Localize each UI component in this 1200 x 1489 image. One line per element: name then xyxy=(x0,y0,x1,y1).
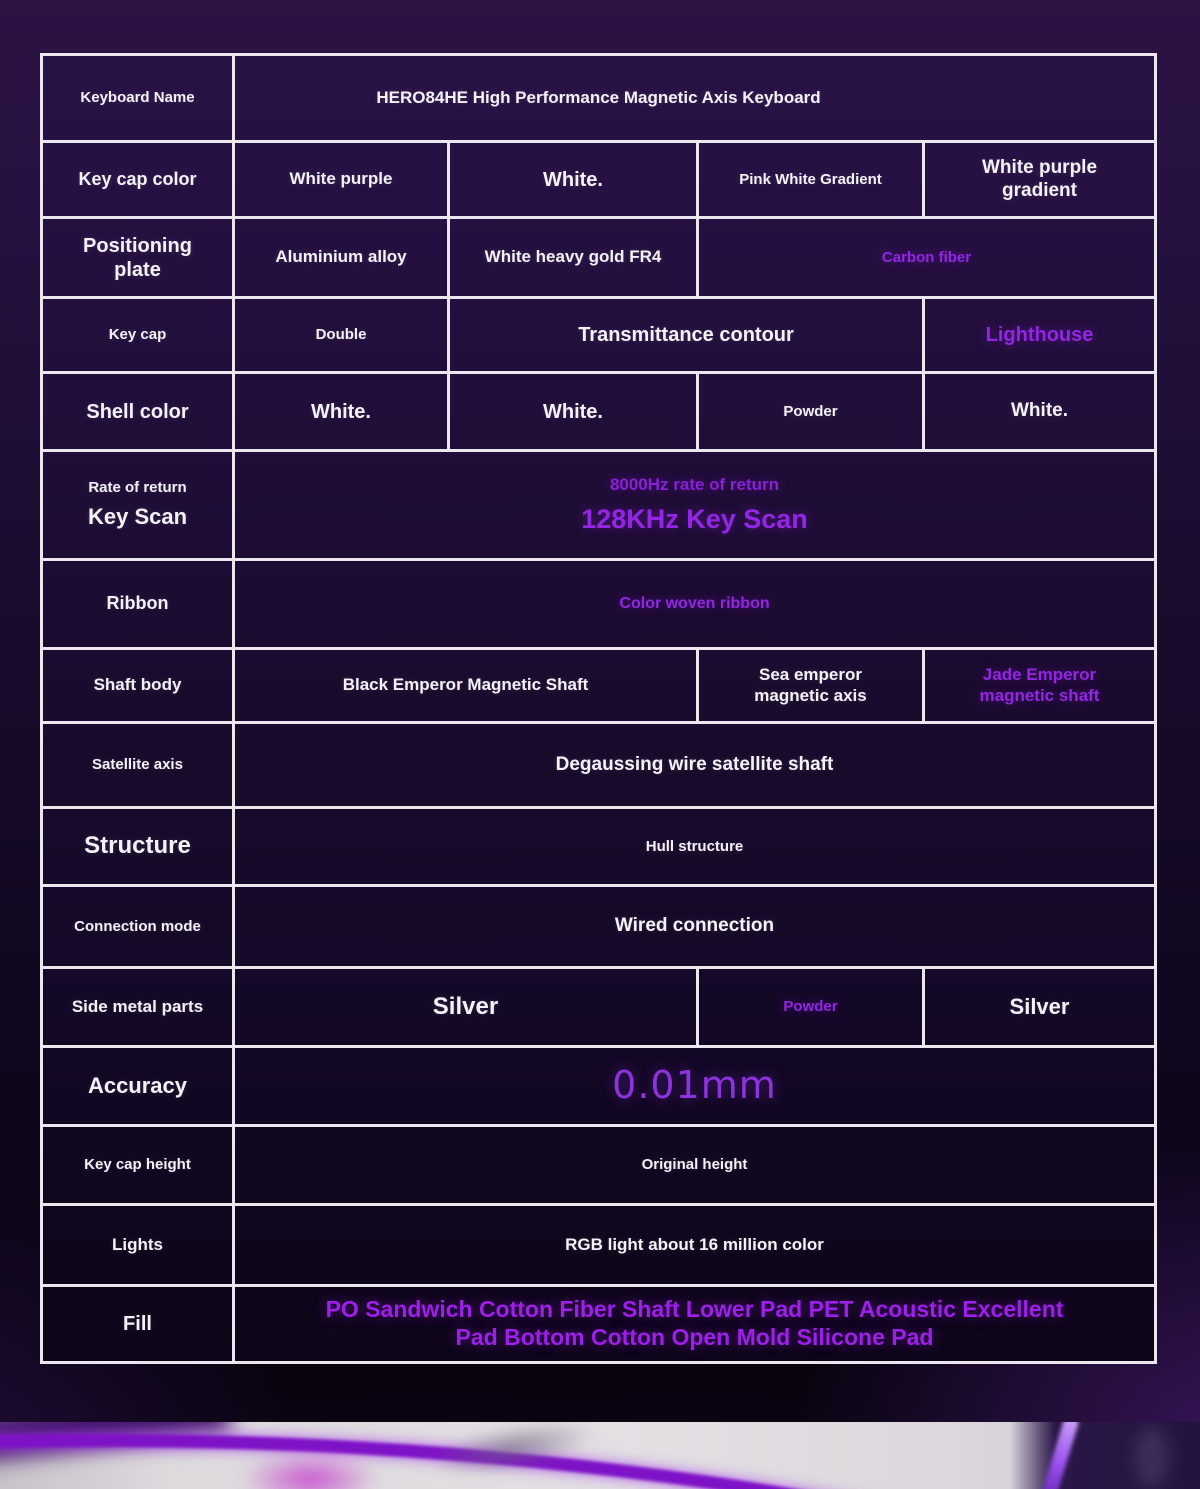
spec-value-cell xyxy=(235,1127,1154,1203)
spec-value-text: Black Emperor Magnetic Shaft xyxy=(342,675,589,695)
spec-value-cell xyxy=(699,650,922,721)
spec-label-cell xyxy=(43,650,232,721)
spec-label-text: Lights xyxy=(112,1234,163,1254)
spec-label-cell xyxy=(43,219,232,296)
spec-value-text: Sea emperor magnetic axis xyxy=(754,665,867,705)
spec-value-text: Silver xyxy=(432,992,499,1020)
spec-value-cell xyxy=(235,650,696,721)
spec-value-text: White purple xyxy=(289,169,393,189)
spec-value-cell xyxy=(450,219,696,296)
spec-value-cell xyxy=(235,887,1154,966)
spec-value-text: RGB light about 16 million color xyxy=(565,1234,824,1254)
spec-value-text: White purple gradient xyxy=(981,156,1098,201)
spec-value-text: White. xyxy=(311,400,371,423)
spec-label-text: Ribbon xyxy=(106,593,169,614)
spec-value-cell xyxy=(235,56,1154,140)
spec-value-cell xyxy=(235,724,1154,806)
spec-label-cell xyxy=(43,1048,232,1124)
spec-label-text: Key cap color xyxy=(78,168,197,189)
spec-value-cell xyxy=(925,374,1154,449)
spec-label-text: Accuracy xyxy=(87,1072,188,1098)
spec-label-text: Connection mode xyxy=(74,917,201,935)
spec-value-cell xyxy=(235,561,1154,647)
spec-value-text: HERO84HE High Performance Magnetic Axis Keyboard xyxy=(376,87,821,107)
spec-value-text: PO Sandwich Cotton Fiber Shaft Lower Pad PET Acoustic Excellent Pad Bottom Cotton Open Mold Silicone Pad xyxy=(325,1296,1064,1350)
spec-value-cell xyxy=(925,143,1154,216)
spec-label-text: Key cap height xyxy=(84,1156,191,1173)
spec-label-text: Shell color xyxy=(86,400,189,423)
spec-label-cell xyxy=(43,1287,232,1361)
spec-value-cell xyxy=(235,143,447,216)
spec-value-text: Color woven ribbon xyxy=(619,595,770,613)
spec-value-cell xyxy=(235,1048,1154,1124)
spec-value-cell xyxy=(235,374,447,449)
spec-label-cell xyxy=(43,56,232,140)
spec-label-text: Structure xyxy=(84,832,191,860)
spec-value-cell xyxy=(925,299,1154,371)
spec-label-cell xyxy=(43,1127,232,1203)
spec-value-cell xyxy=(450,299,922,371)
spec-label-text: Side metal parts xyxy=(71,996,204,1016)
spec-label-text: Rate of return xyxy=(88,479,187,497)
spec-label-text: Positioning plate xyxy=(83,234,192,281)
spec-label-cell xyxy=(43,143,232,216)
spec-table xyxy=(40,53,1157,1364)
spec-label-cell xyxy=(43,452,232,558)
spec-value-text: Original height xyxy=(641,1156,748,1173)
spec-value-text: 128KHz Key Scan xyxy=(581,503,808,534)
photo-dark-right xyxy=(1010,1422,1200,1489)
spec-label-cell xyxy=(43,561,232,647)
spec-value-cell xyxy=(925,969,1154,1045)
spec-value-text: 0.01mm xyxy=(612,1063,777,1108)
spec-value-cell xyxy=(450,374,696,449)
spec-value-cell xyxy=(699,143,922,216)
spec-value-cell xyxy=(699,219,1154,296)
photo-smudge xyxy=(1135,1427,1169,1487)
spec-value-text: Transmittance contour xyxy=(578,324,794,346)
spec-label-cell xyxy=(43,809,232,884)
spec-value-text: Powder xyxy=(783,998,838,1015)
spec-value-text: Silver xyxy=(1009,993,1070,1019)
spec-value-text: Aluminium alloy xyxy=(275,247,407,267)
spec-value-cell xyxy=(235,1206,1154,1284)
spec-value-text: Wired connection xyxy=(614,915,775,937)
spec-value-text: White. xyxy=(543,168,603,191)
spec-value-cell xyxy=(925,650,1154,721)
spec-value-text: Lighthouse xyxy=(985,324,1094,346)
spec-label-text: Satellite axis xyxy=(92,756,183,773)
spec-value-text: Double xyxy=(315,326,367,343)
spec-value-text: 8000Hz rate of return xyxy=(609,475,780,495)
spec-label-cell xyxy=(43,969,232,1045)
spec-value-cell xyxy=(235,809,1154,884)
spec-value-text: White heavy gold FR4 xyxy=(484,247,662,267)
spec-value-cell xyxy=(235,299,447,371)
spec-label-text: Shaft body xyxy=(93,675,182,695)
spec-label-text: Keyboard Name xyxy=(80,89,195,106)
spec-label-cell xyxy=(43,374,232,449)
spec-label-text: Fill xyxy=(123,1313,152,1335)
product-photo xyxy=(0,1422,1200,1489)
spec-value-text: Powder xyxy=(783,402,838,420)
spec-value-cell xyxy=(699,969,922,1045)
spec-value-cell xyxy=(235,219,447,296)
spec-value-text: Carbon fiber xyxy=(881,248,972,266)
spec-label-text: Key cap xyxy=(108,326,167,343)
spec-value-cell xyxy=(699,374,922,449)
spec-value-cell xyxy=(235,969,696,1045)
spec-label-cell xyxy=(43,299,232,371)
spec-value-text: Hull structure xyxy=(645,837,744,855)
spec-label-cell xyxy=(43,724,232,806)
spec-value-text: Jade Emperor magnetic shaft xyxy=(979,665,1100,705)
spec-value-text: Pink White Gradient xyxy=(739,170,882,188)
spec-value-cell xyxy=(450,143,696,216)
spec-label-cell xyxy=(43,887,232,966)
spec-value-text: Degaussing wire satellite shaft xyxy=(555,753,834,775)
spec-label-text: Key Scan xyxy=(87,504,188,530)
spec-value-cell xyxy=(235,1287,1154,1361)
spec-value-text: White. xyxy=(543,400,603,423)
spec-value-text: White. xyxy=(1011,400,1068,422)
spec-label-cell xyxy=(43,1206,232,1284)
spec-value-cell xyxy=(235,452,1154,558)
